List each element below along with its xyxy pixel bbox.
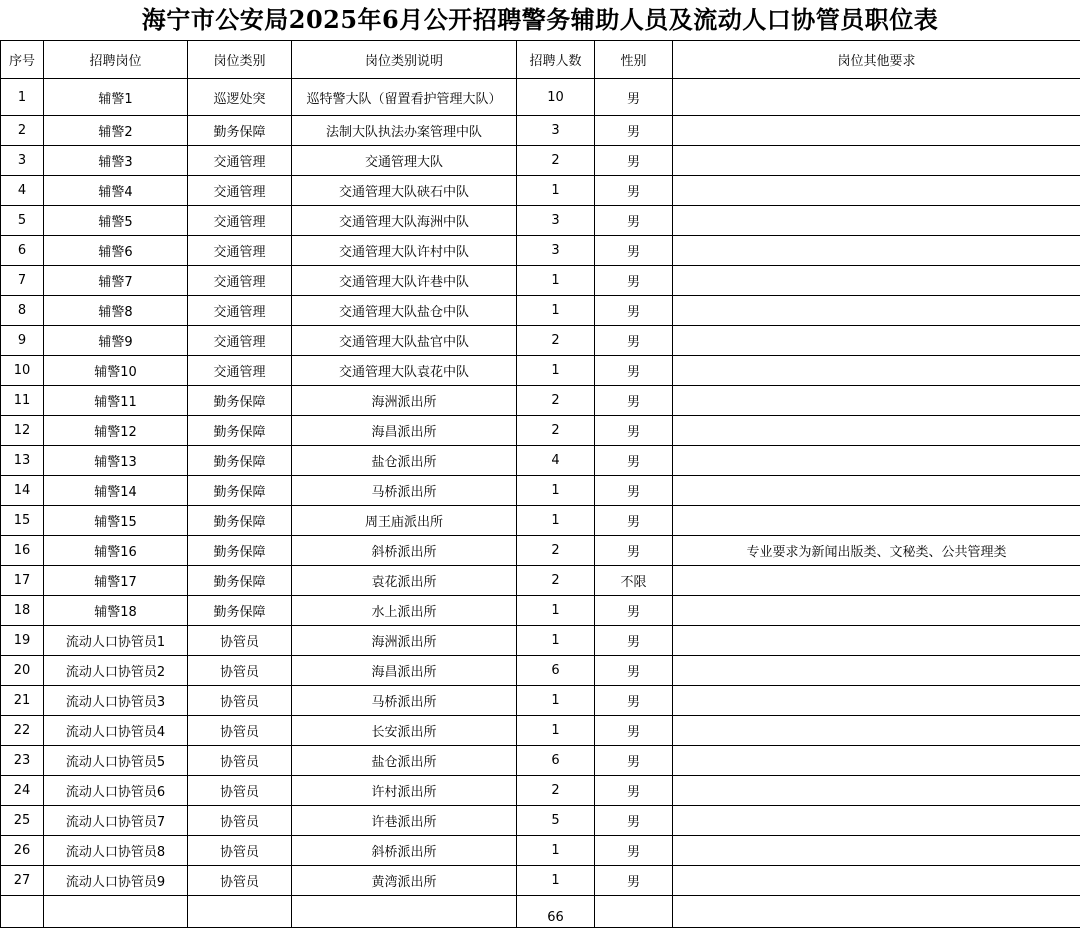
cell-count: 1 — [517, 356, 595, 386]
cell-category: 协管员 — [188, 686, 292, 716]
cell-other: 专业要求为新闻出版类、文秘类、公共管理类 — [673, 536, 1080, 566]
cell-gender: 男 — [595, 116, 673, 146]
cell-desc: 交通管理大队海洲中队 — [292, 206, 517, 236]
cell-desc: 袁花派出所 — [292, 566, 517, 596]
cell-gender: 男 — [595, 176, 673, 206]
cell-category: 勤务保障 — [188, 416, 292, 446]
cell-desc: 交通管理大队盐官中队 — [292, 326, 517, 356]
cell-other — [673, 626, 1080, 656]
cell-post: 辅警13 — [44, 446, 188, 476]
cell-post: 辅警8 — [44, 296, 188, 326]
cell-post: 辅警12 — [44, 416, 188, 446]
table-row — [1, 266, 1080, 296]
cell-category: 勤务保障 — [188, 116, 292, 146]
table-row — [1, 146, 1080, 176]
cell-post: 流动人口协管员4 — [44, 716, 188, 746]
cell-category: 交通管理 — [188, 146, 292, 176]
table-row — [1, 806, 1080, 836]
cell-gender: 男 — [595, 596, 673, 626]
cell-post: 辅警9 — [44, 326, 188, 356]
cell-desc: 马桥派出所 — [292, 476, 517, 506]
cell-post: 辅警11 — [44, 386, 188, 416]
cell-desc: 交通管理大队许巷中队 — [292, 266, 517, 296]
cell-seq: 12 — [1, 416, 44, 446]
cell-gender: 男 — [595, 536, 673, 566]
cell-desc: 斜桥派出所 — [292, 536, 517, 566]
cell-count: 3 — [517, 236, 595, 266]
table-row — [1, 686, 1080, 716]
cell-count: 1 — [517, 506, 595, 536]
cell-seq: 11 — [1, 386, 44, 416]
cell-seq: 5 — [1, 206, 44, 236]
total-cell-gender — [595, 896, 673, 928]
cell-desc: 海洲派出所 — [292, 386, 517, 416]
cell-desc: 长安派出所 — [292, 716, 517, 746]
cell-desc: 海昌派出所 — [292, 656, 517, 686]
positions-table — [0, 40, 1080, 928]
table-row — [1, 386, 1080, 416]
cell-count: 2 — [517, 536, 595, 566]
table-row — [1, 296, 1080, 326]
cell-post: 流动人口协管员8 — [44, 836, 188, 866]
table-row — [1, 656, 1080, 686]
cell-desc: 黄湾派出所 — [292, 866, 517, 896]
table-row — [1, 596, 1080, 626]
cell-other — [673, 476, 1080, 506]
cell-gender: 男 — [595, 356, 673, 386]
cell-other — [673, 416, 1080, 446]
cell-post: 流动人口协管员7 — [44, 806, 188, 836]
total-cell-seq — [1, 896, 44, 928]
cell-seq: 8 — [1, 296, 44, 326]
header-desc: 岗位类别说明 — [292, 41, 517, 79]
cell-post: 辅警18 — [44, 596, 188, 626]
cell-desc: 巡特警大队（留置看护管理大队） — [292, 79, 517, 116]
table-row — [1, 536, 1080, 566]
cell-post: 辅警14 — [44, 476, 188, 506]
header-other: 岗位其他要求 — [673, 41, 1080, 79]
cell-category: 勤务保障 — [188, 446, 292, 476]
cell-post: 辅警6 — [44, 236, 188, 266]
cell-gender: 男 — [595, 776, 673, 806]
cell-other — [673, 746, 1080, 776]
cell-category: 交通管理 — [188, 266, 292, 296]
cell-count: 1 — [517, 866, 595, 896]
cell-desc: 海洲派出所 — [292, 626, 517, 656]
cell-gender: 男 — [595, 476, 673, 506]
cell-post: 辅警7 — [44, 266, 188, 296]
cell-seq: 6 — [1, 236, 44, 266]
cell-count: 1 — [517, 836, 595, 866]
cell-category: 交通管理 — [188, 326, 292, 356]
cell-other — [673, 386, 1080, 416]
cell-seq: 1 — [1, 79, 44, 116]
cell-desc: 周王庙派出所 — [292, 506, 517, 536]
cell-seq: 2 — [1, 116, 44, 146]
cell-desc: 斜桥派出所 — [292, 836, 517, 866]
cell-gender: 男 — [595, 716, 673, 746]
cell-category: 交通管理 — [188, 176, 292, 206]
cell-desc: 交通管理大队盐仓中队 — [292, 296, 517, 326]
table-row — [1, 866, 1080, 896]
cell-count: 1 — [517, 476, 595, 506]
cell-seq: 25 — [1, 806, 44, 836]
cell-post: 辅警10 — [44, 356, 188, 386]
cell-seq: 4 — [1, 176, 44, 206]
cell-count: 3 — [517, 116, 595, 146]
total-row — [1, 896, 1080, 928]
cell-other — [673, 566, 1080, 596]
header-row — [1, 41, 1080, 79]
cell-post: 辅警3 — [44, 146, 188, 176]
cell-desc: 交通管理大队许村中队 — [292, 236, 517, 266]
cell-seq: 7 — [1, 266, 44, 296]
cell-desc: 许巷派出所 — [292, 806, 517, 836]
cell-other — [673, 356, 1080, 386]
cell-desc: 交通管理大队硖石中队 — [292, 176, 517, 206]
cell-category: 巡逻处突 — [188, 79, 292, 116]
cell-post: 流动人口协管员2 — [44, 656, 188, 686]
cell-count: 1 — [517, 596, 595, 626]
total-cell-desc — [292, 896, 517, 928]
cell-other — [673, 716, 1080, 746]
cell-desc: 马桥派出所 — [292, 686, 517, 716]
table-row — [1, 416, 1080, 446]
cell-category: 协管员 — [188, 716, 292, 746]
table-row — [1, 446, 1080, 476]
cell-count: 3 — [517, 206, 595, 236]
cell-gender: 男 — [595, 79, 673, 116]
cell-desc: 交通管理大队 — [292, 146, 517, 176]
header-post: 招聘岗位 — [44, 41, 188, 79]
cell-gender: 男 — [595, 146, 673, 176]
cell-seq: 3 — [1, 146, 44, 176]
cell-post: 流动人口协管员9 — [44, 866, 188, 896]
cell-count: 2 — [517, 566, 595, 596]
cell-seq: 15 — [1, 506, 44, 536]
cell-category: 勤务保障 — [188, 506, 292, 536]
table-row — [1, 326, 1080, 356]
table-row — [1, 716, 1080, 746]
cell-desc: 水上派出所 — [292, 596, 517, 626]
cell-gender: 男 — [595, 806, 673, 836]
cell-category: 交通管理 — [188, 206, 292, 236]
cell-category: 勤务保障 — [188, 566, 292, 596]
cell-gender: 男 — [595, 686, 673, 716]
cell-gender: 男 — [595, 236, 673, 266]
table-row — [1, 566, 1080, 596]
cell-gender: 男 — [595, 386, 673, 416]
cell-desc: 法制大队执法办案管理中队 — [292, 116, 517, 146]
cell-desc: 盐仓派出所 — [292, 746, 517, 776]
cell-gender: 不限 — [595, 566, 673, 596]
header-seq: 序号 — [1, 41, 44, 79]
table-row — [1, 356, 1080, 386]
cell-other — [673, 146, 1080, 176]
cell-count: 10 — [517, 79, 595, 116]
cell-other — [673, 326, 1080, 356]
cell-other — [673, 116, 1080, 146]
cell-post: 流动人口协管员6 — [44, 776, 188, 806]
page-title: 海宁市公安局2025年6月公开招聘警务辅助人员及流动人口协管员职位表 — [141, 5, 939, 34]
table-row — [1, 476, 1080, 506]
cell-post: 流动人口协管员1 — [44, 626, 188, 656]
cell-seq: 10 — [1, 356, 44, 386]
cell-count: 6 — [517, 746, 595, 776]
cell-seq: 22 — [1, 716, 44, 746]
cell-other — [673, 446, 1080, 476]
cell-other — [673, 836, 1080, 866]
cell-gender: 男 — [595, 326, 673, 356]
cell-category: 协管员 — [188, 746, 292, 776]
cell-gender: 男 — [595, 866, 673, 896]
cell-post: 辅警5 — [44, 206, 188, 236]
cell-seq: 13 — [1, 446, 44, 476]
cell-category: 交通管理 — [188, 356, 292, 386]
table-row — [1, 176, 1080, 206]
cell-gender: 男 — [595, 416, 673, 446]
cell-count: 4 — [517, 446, 595, 476]
cell-category: 勤务保障 — [188, 536, 292, 566]
cell-category: 协管员 — [188, 836, 292, 866]
total-cell-other — [673, 896, 1080, 928]
cell-seq: 24 — [1, 776, 44, 806]
cell-category: 勤务保障 — [188, 476, 292, 506]
total-cell-post — [44, 896, 188, 928]
cell-category: 勤务保障 — [188, 386, 292, 416]
cell-desc: 许村派出所 — [292, 776, 517, 806]
cell-seq: 27 — [1, 866, 44, 896]
header-gender: 性别 — [595, 41, 673, 79]
cell-post: 辅警4 — [44, 176, 188, 206]
cell-other — [673, 176, 1080, 206]
cell-seq: 14 — [1, 476, 44, 506]
cell-desc: 盐仓派出所 — [292, 446, 517, 476]
cell-count: 5 — [517, 806, 595, 836]
table-row — [1, 626, 1080, 656]
table-row — [1, 746, 1080, 776]
cell-seq: 9 — [1, 326, 44, 356]
cell-category: 协管员 — [188, 866, 292, 896]
cell-category: 交通管理 — [188, 296, 292, 326]
cell-gender: 男 — [595, 446, 673, 476]
cell-count: 2 — [517, 386, 595, 416]
cell-other — [673, 866, 1080, 896]
cell-category: 勤务保障 — [188, 596, 292, 626]
cell-post: 流动人口协管员5 — [44, 746, 188, 776]
cell-post: 流动人口协管员3 — [44, 686, 188, 716]
cell-count: 1 — [517, 176, 595, 206]
table-row — [1, 506, 1080, 536]
table-row — [1, 79, 1080, 116]
cell-other — [673, 596, 1080, 626]
table-row — [1, 116, 1080, 146]
cell-seq: 18 — [1, 596, 44, 626]
cell-gender: 男 — [595, 656, 673, 686]
cell-gender: 男 — [595, 506, 673, 536]
cell-other — [673, 506, 1080, 536]
header-count: 招聘人数 — [517, 41, 595, 79]
total-cell-category — [188, 896, 292, 928]
cell-seq: 19 — [1, 626, 44, 656]
cell-post: 辅警2 — [44, 116, 188, 146]
cell-seq: 23 — [1, 746, 44, 776]
cell-other — [673, 806, 1080, 836]
cell-count: 2 — [517, 416, 595, 446]
total-cell-count: 66 — [517, 896, 595, 928]
cell-other — [673, 686, 1080, 716]
cell-category: 协管员 — [188, 656, 292, 686]
cell-other — [673, 776, 1080, 806]
cell-count: 2 — [517, 776, 595, 806]
cell-desc: 海昌派出所 — [292, 416, 517, 446]
cell-other — [673, 296, 1080, 326]
cell-gender: 男 — [595, 296, 673, 326]
table-row — [1, 236, 1080, 266]
cell-count: 1 — [517, 686, 595, 716]
cell-gender: 男 — [595, 626, 673, 656]
cell-count: 1 — [517, 716, 595, 746]
cell-post: 辅警16 — [44, 536, 188, 566]
cell-seq: 26 — [1, 836, 44, 866]
cell-seq: 21 — [1, 686, 44, 716]
cell-count: 1 — [517, 266, 595, 296]
cell-other — [673, 656, 1080, 686]
cell-post: 辅警15 — [44, 506, 188, 536]
table-row — [1, 836, 1080, 866]
cell-seq: 20 — [1, 656, 44, 686]
header-category: 岗位类别 — [188, 41, 292, 79]
cell-count: 2 — [517, 326, 595, 356]
table-row — [1, 206, 1080, 236]
cell-category: 协管员 — [188, 806, 292, 836]
cell-count: 2 — [517, 146, 595, 176]
cell-count: 6 — [517, 656, 595, 686]
cell-category: 协管员 — [188, 626, 292, 656]
cell-count: 1 — [517, 296, 595, 326]
cell-post: 辅警1 — [44, 79, 188, 116]
table-body — [1, 79, 1080, 928]
cell-gender: 男 — [595, 746, 673, 776]
cell-gender: 男 — [595, 266, 673, 296]
cell-other — [673, 79, 1080, 116]
cell-category: 交通管理 — [188, 236, 292, 266]
cell-gender: 男 — [595, 206, 673, 236]
cell-count: 1 — [517, 626, 595, 656]
cell-post: 辅警17 — [44, 566, 188, 596]
cell-category: 协管员 — [188, 776, 292, 806]
cell-other — [673, 206, 1080, 236]
cell-other — [673, 266, 1080, 296]
cell-seq: 16 — [1, 536, 44, 566]
cell-seq: 17 — [1, 566, 44, 596]
cell-desc: 交通管理大队袁花中队 — [292, 356, 517, 386]
table-row — [1, 776, 1080, 806]
cell-gender: 男 — [595, 836, 673, 866]
cell-other — [673, 236, 1080, 266]
